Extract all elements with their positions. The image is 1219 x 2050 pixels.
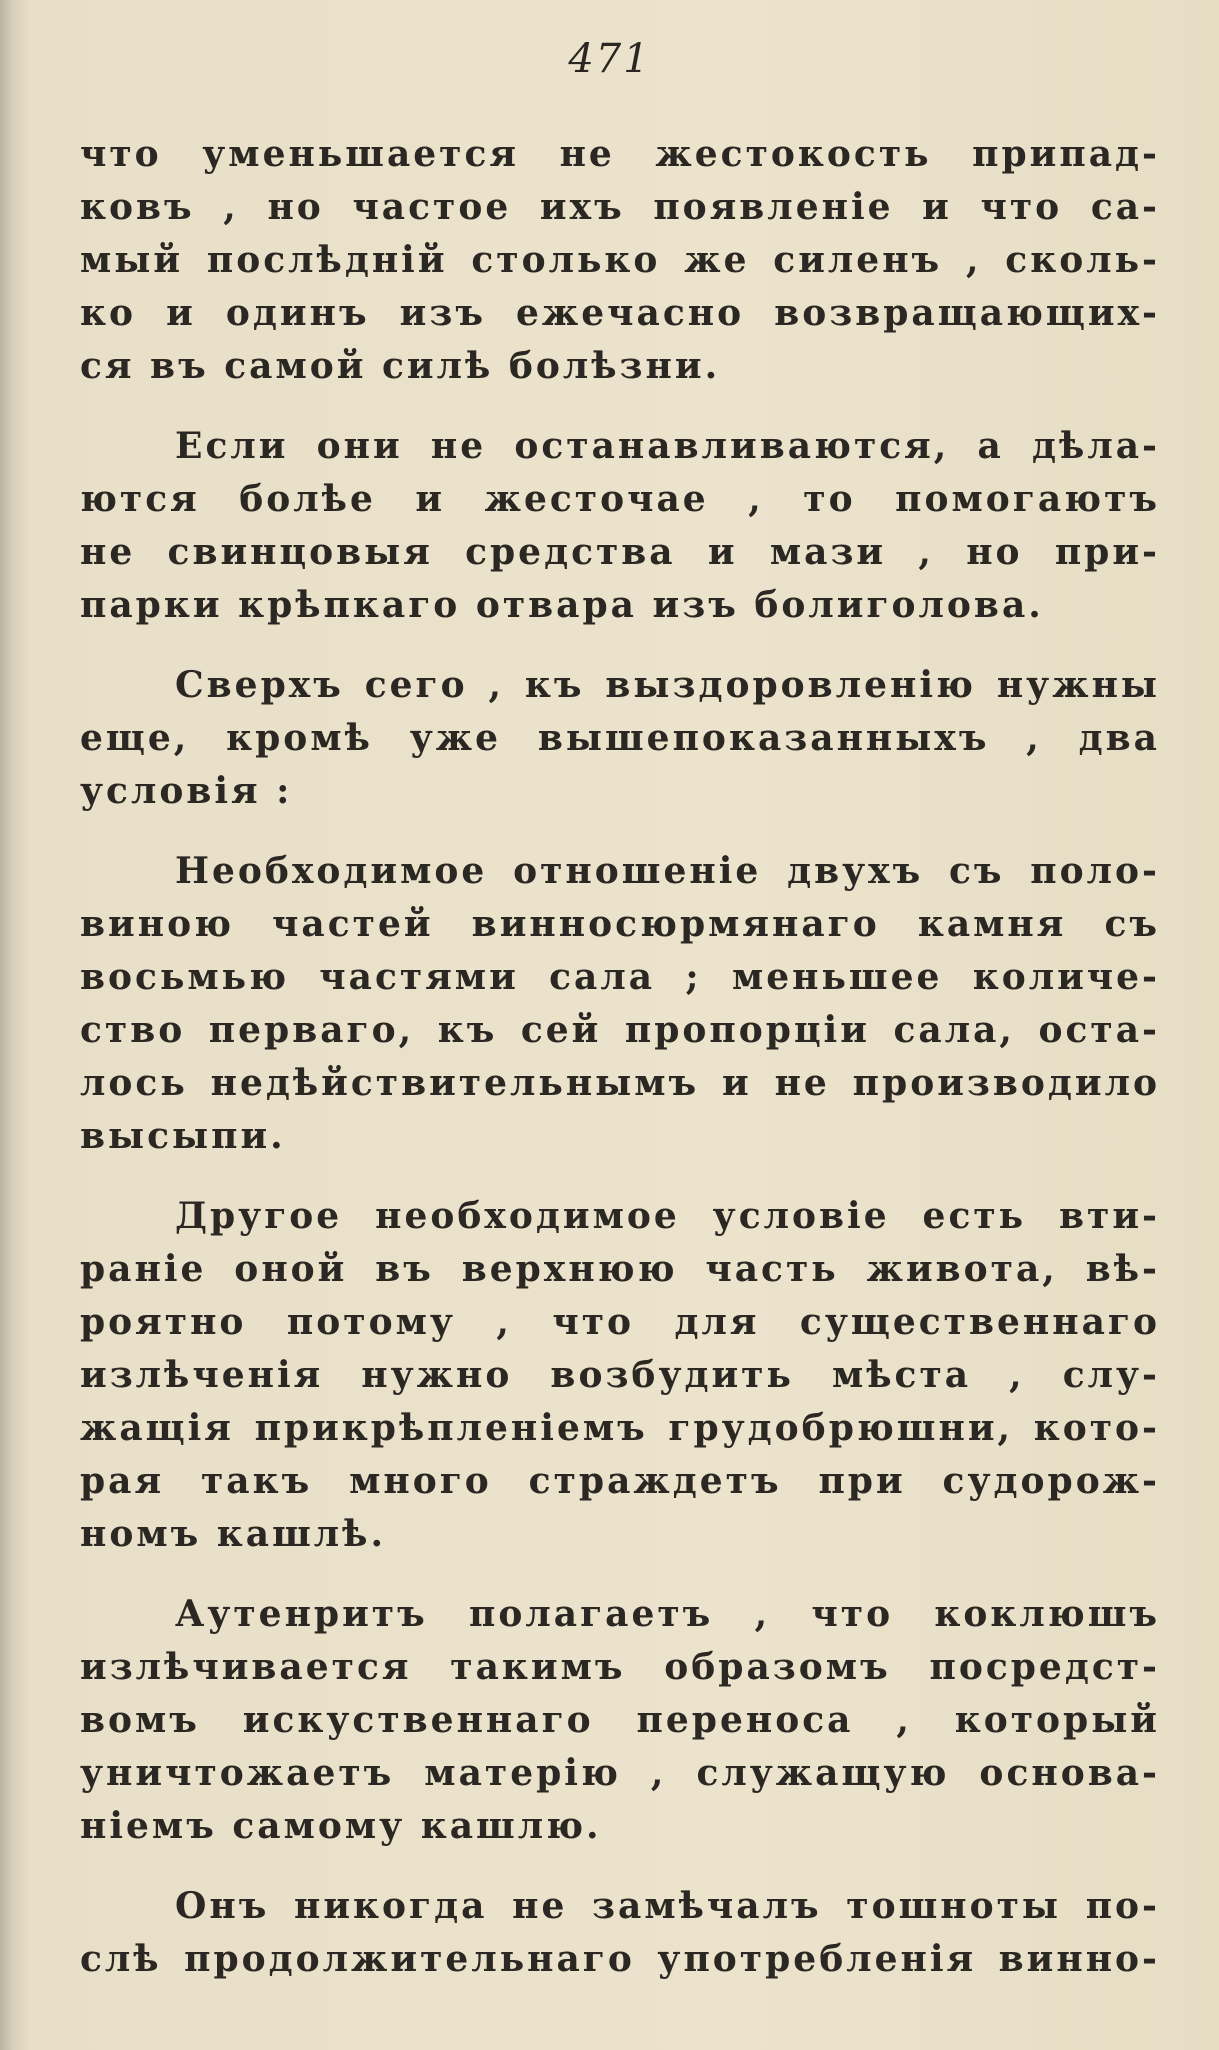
text-line: вомъ искуственнаго переноса , который — [80, 1699, 1160, 1741]
text-line: парки крѣпкаго отвара изъ болиголова. — [80, 584, 1044, 626]
text-line: высыпи. — [80, 1115, 286, 1157]
paragraph — [80, 420, 1160, 632]
paragraph — [80, 128, 1160, 393]
text-line: виною частей винносюрмянаго камня съ — [80, 903, 1160, 945]
text-line: уничтожаетъ матерію , служащую основа- — [80, 1752, 1160, 1794]
text-line: восьмью частями сала ; меньшее количе- — [80, 956, 1160, 998]
text-line: жащія прикрѣпленіемъ грудобрюшни, кото- — [80, 1407, 1160, 1449]
text-line: Необходимое отношеніе двухъ съ поло- — [175, 850, 1160, 892]
text-line: ковъ , но частое ихъ появленіе и что са- — [80, 186, 1160, 228]
text-line: условія : — [80, 770, 293, 812]
text-line: роятно потому , что для существеннаго — [80, 1301, 1160, 1343]
text-line: слѣ продолжительнаго употребленія винно- — [80, 1938, 1160, 1980]
paragraph — [80, 1190, 1160, 1561]
body-text — [80, 128, 1160, 2013]
text-line: ко и одинъ изъ ежечасно возвращающих- — [80, 292, 1160, 334]
text-line: излѣченія нужно возбудить мѣста , слу- — [80, 1354, 1160, 1396]
text-line: ство перваго, къ сей пропорціи сала, оста- — [80, 1009, 1160, 1051]
text-line: мый послѣдній столько же силенъ , сколь- — [80, 239, 1160, 281]
text-line: ся въ самой силѣ болѣзни. — [80, 345, 721, 387]
paragraph — [80, 1588, 1160, 1853]
text-line: раніе оной въ верхнюю часть живота, вѣ- — [80, 1248, 1160, 1290]
text-line: лось недѣйствительнымъ и не производило — [80, 1062, 1160, 1104]
text-line: что уменьшается не жестокость припад- — [80, 133, 1160, 175]
paragraph — [80, 1880, 1160, 1986]
page-number: 471 — [568, 36, 651, 82]
text-line: Онъ никогда не замѣчалъ тошноты по- — [175, 1885, 1160, 1927]
text-line: еще, кромѣ уже вышепоказанныхъ , два — [80, 717, 1160, 759]
text-line: номъ кашлѣ. — [80, 1513, 387, 1555]
text-line: ніемъ самому кашлю. — [80, 1805, 602, 1847]
paragraph — [80, 659, 1160, 818]
paragraph — [80, 845, 1160, 1163]
text-line: Аутенритъ полагаетъ , что коклюшъ — [175, 1593, 1160, 1635]
text-line: Если они не останавливаются, а дѣла- — [175, 425, 1160, 467]
text-line: не свинцовыя средства и мази , но при- — [80, 531, 1160, 573]
text-line: рая такъ много страждетъ при судорож- — [80, 1460, 1160, 1502]
text-line: излѣчивается такимъ образомъ посредст- — [80, 1646, 1160, 1688]
text-line: Сверхъ сего , къ выздоровленію нужны — [175, 664, 1160, 706]
text-line: ются болѣе и жесточае , то помогаютъ — [80, 478, 1160, 520]
text-line: Другое необходимое условіе есть вти- — [175, 1195, 1160, 1237]
